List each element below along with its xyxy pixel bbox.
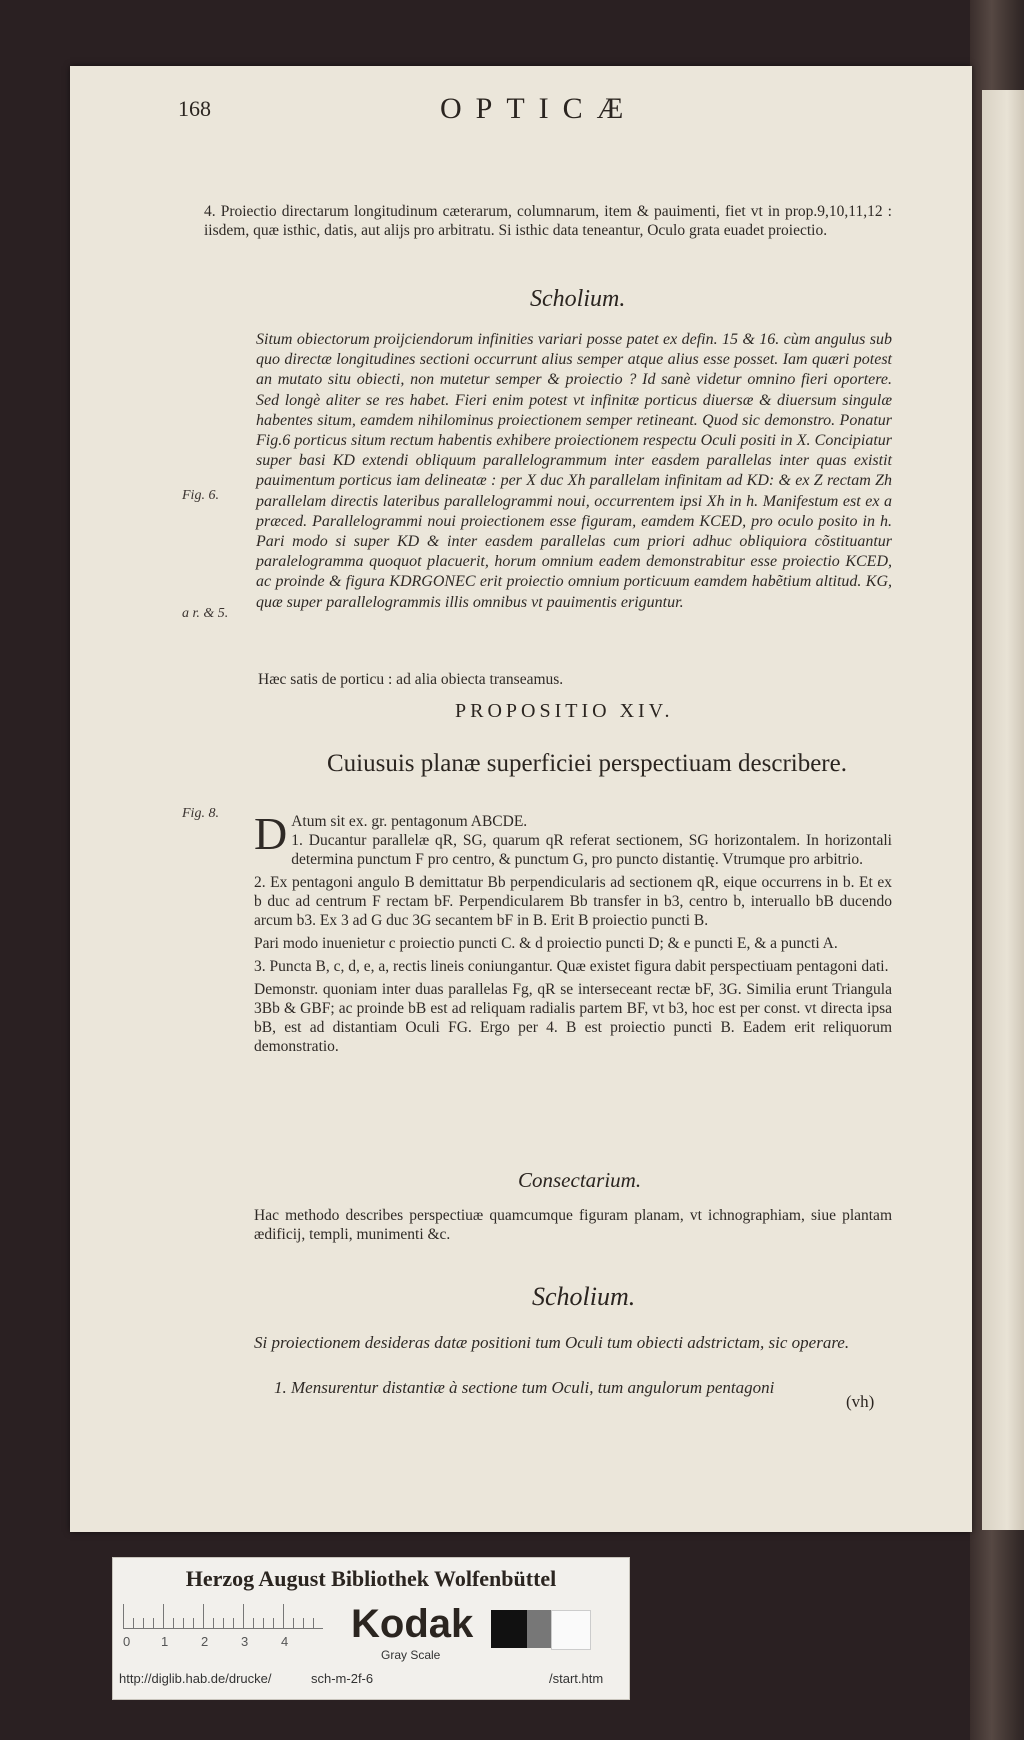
prop-line-1: Atum sit ex. gr. pentagonum ABCDE. xyxy=(291,813,528,830)
intro-paragraph: 4. Proiectio directarum longitudinum cæterarum, columnarum, item & pauimenti, fiet vt in prop.9,10,11,12 : iisdem, quæ isthic, datis, aut alijs pro arbitratu. Si isthic data teneantur, Oculo grata euadet proiectio. xyxy=(204,203,892,239)
margin-note-ar: a r. & 5. xyxy=(182,606,229,621)
swatch-white xyxy=(551,1610,591,1650)
page-number: 168 xyxy=(178,96,211,121)
gray-scale-label: Gray Scale xyxy=(381,1648,441,1662)
consectarium-heading: Consectarium. xyxy=(518,1168,642,1192)
prop-step-3: 3. Puncta B, c, d, e, a, rectis lineis coniungantur. Quæ existet figura dabit perspectiuam pentagoni dati. xyxy=(254,958,889,975)
proposition-body xyxy=(254,808,892,1056)
scholium-heading-1: Scholium. xyxy=(530,286,626,312)
ruler-scale xyxy=(123,1604,323,1629)
url-left: http://diglib.hab.de/drucke/ xyxy=(119,1671,272,1686)
running-head: OPTICÆ xyxy=(440,92,638,125)
adjacent-page-edge xyxy=(982,90,1024,1530)
swatch-black xyxy=(491,1610,527,1648)
proposition-subtitle: Cuiusuis planæ superficiei perspectiuam describere. xyxy=(327,750,847,777)
proposition-title: PROPOSITIO XIV. xyxy=(455,700,674,722)
prop-pari-modo: Pari modo inuenietur c proiectio puncti C. & d proiectio puncti D; & e puncti E, & a puncti A. xyxy=(254,935,838,952)
scholium-2-text: Si proiectionem desideras datæ positioni tum Oculi tum obiecti adstrictam, sic operare. xyxy=(254,1333,850,1352)
url-right: /start.htm xyxy=(549,1671,604,1686)
prop-step-1: 1. Ducantur parallelæ qR, SG, quarum qR referat sectionem, SG horizontalem. In horizontali determina punctum F pro centro, & punctum G, pro puncto distantię. Vtrumque pro arbitrio. xyxy=(291,832,892,868)
prop-step-2: 2. Ex pentagoni angulo B demittatur Bb perpendicularis ad sectionem qR, eique occurrens in b. Et ex b duc ad centrum F rectam bF. Perpendicularem Bb transfer in b3, centro b, interuallo bB ducendo arcum b3. Ex 3 ad G duc 3G secantem bF in B. Erit B proiectio puncti B. xyxy=(254,874,892,929)
scholium-1-text: Situm obiectorum proijciendorum infinities variari posse patet ex defin. 15 & 16. cùm angulus sub quo directæ longitudines sectioni occurrunt alius semper atque alius esse posset. Iam quæri potest an mutato situ obiecti, non mutetur semper & proiectio ? Id sanè videtur omnino fieri oportere. Sed longè aliter se res habet. Fieri enim potest vt infinitæ porticus diuersæ & diuersum singulæ habentes situm, eamdem nihilominus proiectionem semper retineant. Quod sic demonstro. Ponatur Fig.6 porticus situm rectum habentis exhibere proiectionem respectu Oculi positi in X. Concipiatur super basi KD extendi obliquum parallelogrammum inter easdem parallelas inter quas existit pauimentum porticus iam delineatæ : per X duc Xh parallelam infinitam ad KD: & ex Z rectam Zh parallelam directis lateribus parallelogrammi noui, occurrentem ipsi Xh in h. Manifestum est ex a præced. Parallelogrammi noui proiectionem esse figuram, eamdem KCED, pro oculo posito in h. Pari modo si super KD & inter easdem parallelas cum priori adhuc obliquiora cõstituantur paralelogramma quoquot placuerit, horum omnium eadem demonstrabitur esse proiectio KCED, ac proinde & figura KDRGONEC erit proiectio omnium porticuum eamdem habẽtium altitud. KG, quæ super parallelogrammis illis omnibus vt pauimentis eriguntur. xyxy=(256,331,892,611)
consectarium-text: Hac methodo describes perspectiuæ quamcumque figuram planam, vt ichnographiam, siue plantam ædificij, templi, munimenti &c. xyxy=(254,1207,892,1243)
library-name: Herzog August Bibliothek Wolfenbüttel xyxy=(185,1566,557,1591)
margin-note-fig8: Fig. 8. xyxy=(182,806,219,821)
margin-note-fig6: Fig. 6. xyxy=(182,488,219,503)
book-page xyxy=(70,66,972,1532)
drop-cap: D xyxy=(254,808,288,859)
prop-demonstration: Demonstr. quoniam inter duas parallelas Fg, qR se interseceant rectæ bF, 3G. Similia erunt Triangula 3Bb & GBF; ac proinde bB est ad reliquam radialis partem BF, vt b3, hoc est per const. vt directa ipsa bB, est ad distantiam Oculi FG. Ergo per 4. B est proiectio puncti B. Eadem erit reliquorum demonstratio. xyxy=(254,981,892,1055)
scholium-heading-2: Scholium. xyxy=(532,1282,636,1311)
kodak-logo: Kodak xyxy=(351,1602,474,1646)
swatch-gray xyxy=(527,1610,551,1648)
url-mid: sch-m-2f-6 xyxy=(311,1671,374,1686)
catchword: (vh) xyxy=(846,1392,875,1411)
transition-line: Hæc satis de porticu : ad alia obiecta transeamus. xyxy=(258,671,564,688)
digitization-color-strip: Herzog August Bibliothek Wolfenbüttel 0 1 2 3 4 Kodak Gray Scale http://diglib.hab.de/drucke/ sch-m-2f-6 /start.htm xyxy=(112,1557,630,1700)
last-line: 1. Mensurentur distantiæ à sectione tum Oculi, tum angulorum pentagoni xyxy=(274,1378,775,1397)
